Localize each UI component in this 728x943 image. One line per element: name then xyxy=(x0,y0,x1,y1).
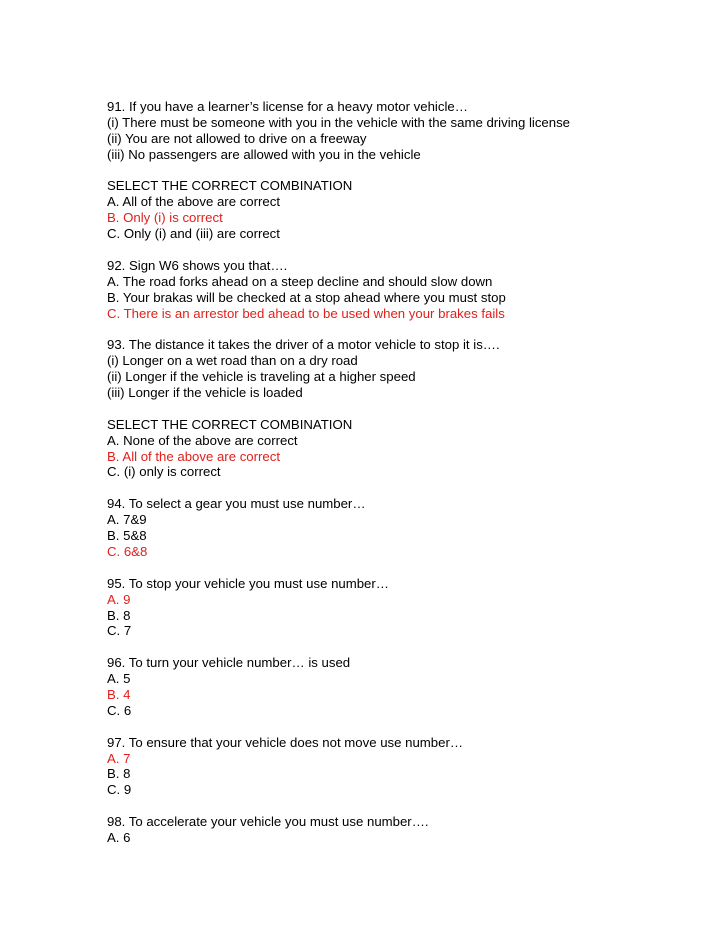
correct-answer-option: A. 7 xyxy=(107,750,131,766)
answer-option: C. 6 xyxy=(107,702,132,718)
answer-option: B. 8 xyxy=(107,766,131,782)
blank-line xyxy=(107,401,707,417)
blank-line xyxy=(107,321,707,337)
question-text: 96. To turn your vehicle number… is used xyxy=(107,655,351,671)
select-instruction: SELECT THE CORRECT COMBINATION xyxy=(107,178,353,194)
blank-line xyxy=(107,719,707,735)
blank-line xyxy=(107,163,707,179)
question-text: 94. To select a gear you must use number… xyxy=(107,496,366,512)
blank-line xyxy=(107,560,707,576)
statement-item: (i) There must be someone with you in the vehicle with the same driving license xyxy=(107,114,571,130)
question-text: 97. To ensure that your vehicle does not move use number… xyxy=(107,734,464,750)
answer-option: A. 7&9 xyxy=(107,512,147,528)
answer-option: A. None of the above are correct xyxy=(107,432,298,448)
correct-answer-option: A. 9 xyxy=(107,591,131,607)
correct-answer-option: B. Only (i) is correct xyxy=(107,210,223,226)
select-instruction: SELECT THE CORRECT COMBINATION xyxy=(107,416,353,432)
answer-option: C. Only (i) and (iii) are correct xyxy=(107,226,280,242)
answer-option: B. 8 xyxy=(107,607,131,623)
question-text: 95. To stop your vehicle you must use number… xyxy=(107,575,389,591)
statement-item: (iii) No passengers are allowed with you in the vehicle xyxy=(107,146,421,162)
question-text: 93. The distance it takes the driver of a motor vehicle to stop it is…. xyxy=(107,337,500,353)
correct-answer-option: C. There is an arrestor bed ahead to be used when your brakes fails xyxy=(107,305,505,321)
statement-item: (ii) Longer if the vehicle is traveling at a higher speed xyxy=(107,369,416,385)
blank-line xyxy=(107,798,707,814)
correct-answer-option: B. 4 xyxy=(107,686,131,702)
answer-option: C. (i) only is correct xyxy=(107,464,221,480)
answer-option: B. Your brakas will be checked at a stop ahead where you must stop xyxy=(107,289,506,305)
blank-line xyxy=(107,242,707,258)
question-text: 98. To accelerate your vehicle you must use number…. xyxy=(107,814,429,830)
answer-option: A. The road forks ahead on a steep decline and should slow down xyxy=(107,273,493,289)
blank-line xyxy=(107,480,707,496)
answer-option: A. 5 xyxy=(107,671,131,687)
statement-item: (iii) Longer if the vehicle is loaded xyxy=(107,385,303,401)
question-text: 92. Sign W6 shows you that…. xyxy=(107,257,288,273)
answer-option: B. 5&8 xyxy=(107,528,147,544)
answer-option: A. All of the above are correct xyxy=(107,194,280,210)
answer-option: C. 9 xyxy=(107,782,132,798)
statement-item: (ii) You are not allowed to drive on a freeway xyxy=(107,130,367,146)
answer-option: C. 7 xyxy=(107,623,132,639)
statement-item: (i) Longer on a wet road than on a dry road xyxy=(107,353,358,369)
correct-answer-option: B. All of the above are correct xyxy=(107,448,280,464)
question-text: 91. If you have a learner’s license for a heavy motor vehicle… xyxy=(107,99,468,114)
correct-answer-option: C. 6&8 xyxy=(107,543,148,559)
blank-line xyxy=(107,639,707,655)
document-body xyxy=(107,99,707,846)
answer-option: A. 6 xyxy=(107,829,131,845)
